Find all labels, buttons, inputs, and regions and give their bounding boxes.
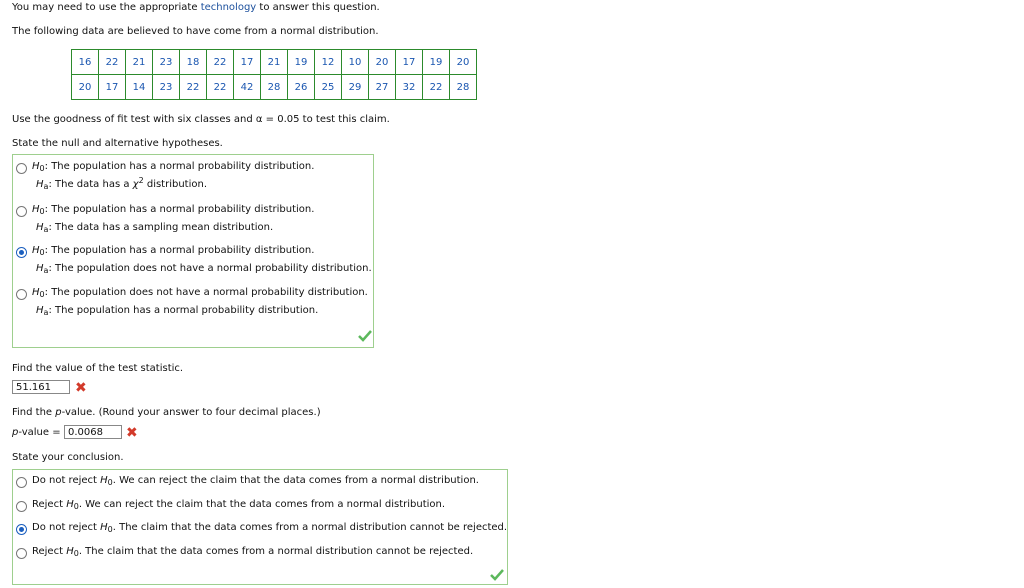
table-cell: 19 bbox=[423, 50, 450, 75]
table-cell: 10 bbox=[342, 50, 369, 75]
correct-check-icon bbox=[490, 569, 504, 581]
table-cell: 18 bbox=[180, 50, 207, 75]
table-cell: 17 bbox=[234, 50, 261, 75]
table-cell: 22 bbox=[180, 75, 207, 100]
null-hypothesis: $H_0$: The population has a normal probability distribution. bbox=[32, 204, 315, 216]
conclusion-text: Reject $H_0$. We can reject the claim that the data comes from a normal distribution. bbox=[32, 499, 446, 511]
null-hypothesis: $H_0$: The population does not have a normal probability distribution. bbox=[32, 287, 368, 299]
hypothesis-option[interactable] bbox=[15, 284, 370, 322]
table-cell: 42 bbox=[234, 75, 261, 100]
alt-hypothesis: $H_a$: The data has a $\chi^2$ distribution. bbox=[36, 176, 208, 191]
conclusion-option[interactable] bbox=[15, 522, 508, 540]
alt-hypothesis: $H_a$: The data has a sampling mean distribution. bbox=[36, 222, 274, 234]
conclusion-option[interactable] bbox=[15, 475, 505, 493]
table-cell: 19 bbox=[288, 50, 315, 75]
table-cell: 32 bbox=[396, 75, 423, 100]
h-symbol: H bbox=[100, 475, 108, 486]
table-cell: 27 bbox=[369, 75, 396, 100]
table-cell: 20 bbox=[369, 50, 396, 75]
radio-button[interactable] bbox=[16, 548, 27, 559]
table-cell: 14 bbox=[126, 75, 153, 100]
gof-instruction: Use the goodness of fit test with six classes and α = 0.05 to test this claim. bbox=[12, 114, 390, 125]
conclusion-text: Do not reject $H_0$. We can reject the claim that the data comes from a normal distribution. bbox=[32, 475, 479, 487]
table-cell: 22 bbox=[423, 75, 450, 100]
table-cell: 28 bbox=[261, 75, 288, 100]
conclusion-box bbox=[12, 469, 508, 585]
table-cell: 25 bbox=[315, 75, 342, 100]
h-symbol: H bbox=[66, 546, 74, 557]
conclusion-prompt: State your conclusion. bbox=[12, 452, 124, 463]
wrong-x-icon: ✖ bbox=[126, 425, 138, 441]
alt-hypothesis: $H_a$: The population has a normal probability distribution. bbox=[36, 305, 319, 317]
radio-button[interactable] bbox=[16, 477, 27, 488]
h-symbol: $H_a$: bbox=[36, 179, 55, 191]
hypotheses-box bbox=[12, 154, 374, 348]
table-cell: 22 bbox=[207, 50, 234, 75]
radio-button[interactable] bbox=[16, 163, 27, 174]
null-hypothesis: $H_0$: The population has a normal probability distribution. bbox=[32, 161, 315, 173]
table-cell: 28 bbox=[450, 75, 477, 100]
h-symbol: $H_0$: bbox=[32, 204, 52, 216]
test-stat-input[interactable]: 51.161 bbox=[12, 380, 70, 394]
conclusion-text: Reject $H_0$. The claim that the data comes from a normal distribution cannot be rejected. bbox=[32, 546, 474, 558]
table-cell: 29 bbox=[342, 75, 369, 100]
pvalue-input[interactable]: 0.0068 bbox=[64, 425, 122, 439]
h-symbol: $H_0$: bbox=[32, 287, 52, 299]
pvalue-label: p-value = bbox=[12, 427, 61, 438]
hypothesis-option[interactable] bbox=[15, 242, 370, 280]
radio-button[interactable] bbox=[16, 247, 27, 258]
alt-hypothesis: $H_a$: The population does not have a normal probability distribution. bbox=[36, 263, 372, 275]
pvalue-prompt: Find the p-value. (Round your answer to four decimal places.) bbox=[12, 407, 321, 418]
intro-text: You may need to use the appropriate technology to answer this question. bbox=[12, 2, 380, 13]
radio-button[interactable] bbox=[16, 206, 27, 217]
hypotheses-prompt: State the null and alternative hypotheses. bbox=[12, 138, 223, 149]
table-cell: 12 bbox=[315, 50, 342, 75]
table-cell: 16 bbox=[72, 50, 99, 75]
hypothesis-option[interactable] bbox=[15, 158, 370, 196]
data-intro: The following data are believed to have come from a normal distribution. bbox=[12, 26, 379, 37]
table-cell: 20 bbox=[450, 50, 477, 75]
h-symbol: $H_a$: bbox=[36, 305, 55, 317]
h-symbol: $H_a$: bbox=[36, 263, 55, 275]
hypothesis-option[interactable] bbox=[15, 201, 370, 239]
wrong-x-icon: ✖ bbox=[75, 380, 87, 396]
table-cell: 17 bbox=[396, 50, 423, 75]
table-cell: 22 bbox=[207, 75, 234, 100]
radio-button[interactable] bbox=[16, 289, 27, 300]
correct-check-icon bbox=[358, 330, 372, 342]
radio-button[interactable] bbox=[16, 501, 27, 512]
h-symbol: $H_0$: bbox=[32, 161, 52, 173]
null-hypothesis: $H_0$: The population has a normal probability distribution. bbox=[32, 245, 315, 257]
radio-button[interactable] bbox=[16, 524, 27, 535]
table-cell: 22 bbox=[99, 50, 126, 75]
conclusion-option[interactable] bbox=[15, 499, 505, 517]
conclusion-text: Do not reject $H_0$. The claim that the data comes from a normal distribution cannot be rejected. bbox=[32, 522, 508, 534]
h-symbol: $H_a$: bbox=[36, 222, 55, 234]
table-cell: 20 bbox=[72, 75, 99, 100]
table-row bbox=[72, 75, 477, 100]
table-cell: 21 bbox=[261, 50, 288, 75]
table-row bbox=[72, 50, 477, 75]
h-symbol: $H_0$: bbox=[32, 245, 52, 257]
table-cell: 23 bbox=[153, 50, 180, 75]
technology-link[interactable]: technology bbox=[200, 2, 257, 13]
data-table bbox=[71, 49, 477, 100]
table-cell: 21 bbox=[126, 50, 153, 75]
table-cell: 23 bbox=[153, 75, 180, 100]
table-cell: 17 bbox=[99, 75, 126, 100]
test-stat-prompt: Find the value of the test statistic. bbox=[12, 363, 184, 374]
conclusion-option[interactable] bbox=[15, 546, 505, 564]
table-cell: 26 bbox=[288, 75, 315, 100]
h-symbol: H bbox=[100, 522, 108, 533]
h-symbol: H bbox=[66, 499, 74, 510]
